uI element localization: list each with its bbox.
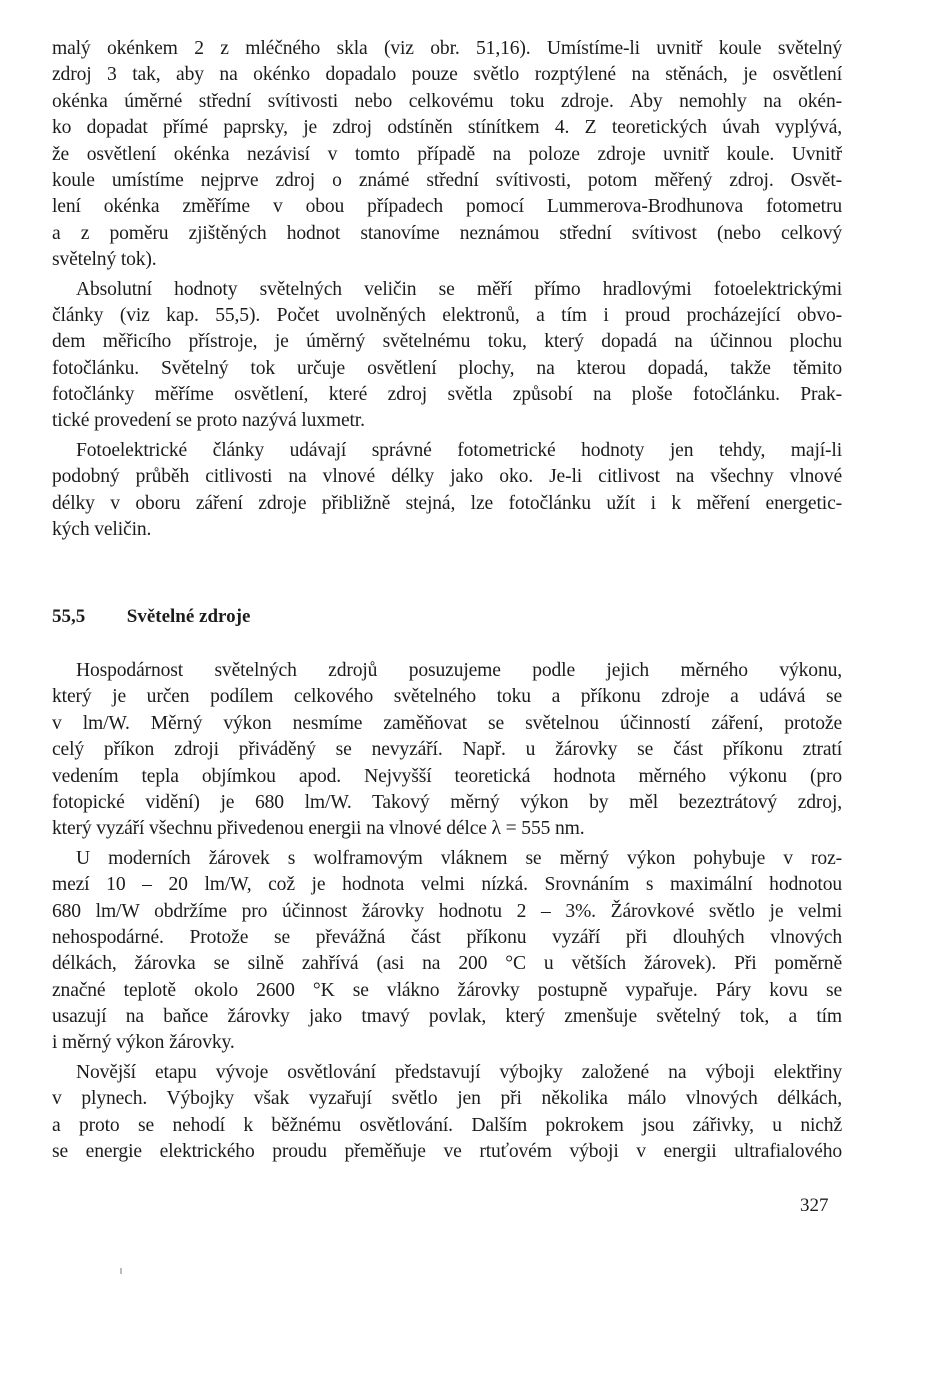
text-line: světelný tok). <box>52 249 157 271</box>
paragraph-tungsten-bulbs <box>52 846 842 1057</box>
text-line: 680 lm/W obdržíme pro účinnost žárovky hodnotu 2 – 3%. Žárovkové světlo je velmi <box>52 900 842 922</box>
text-line: U moderních žárovek s wolframovým vláknem se měrný výkon pohybuje v roz- <box>76 847 842 869</box>
text-line: dem měřicího přístroje, je úměrný světelnému toku, který dopadá na účinnou plochu <box>52 331 842 353</box>
paragraph-discharge-lamps <box>52 1060 842 1166</box>
text-line: v lm/W. Měrný výkon nesmíme zaměňovat se světelnou účinností záření, protože <box>52 712 842 734</box>
text-line: malý okénkem 2 z mléčného skla (viz obr. 51,16). Umístíme-li uvnitř koule světelný <box>52 38 842 59</box>
text-line: okénka úměrné střední svítivosti nebo celkovému toku zdroje. Aby nemohly na okén- <box>52 90 842 112</box>
text-line: kých veličin. <box>52 519 152 541</box>
text-line: nehospodárné. Protože se převážná část příkonu vyzáří při dlouhých vlnových <box>52 926 842 948</box>
text-line: Novější etapu vývoje osvětlování představují výbojky založené na výboji elektřiny <box>76 1061 842 1083</box>
text-line: který vyzáří všechnu přivedenou energii na vlnové délce λ = 555 nm. <box>52 818 585 840</box>
scan-speck <box>120 1268 122 1274</box>
text-line: se energie elektrického proudu přeměňuje ve rtuťovém výboji v energii ultrafialového <box>52 1141 842 1163</box>
text-line: a proto se nehodí k běžnému osvětlování. Dalším pokrokem jsou zářivky, u nichž <box>52 1114 842 1136</box>
text-line: články (viz kap. 55,5). Počet uvolněných elektronů, a tím i proud procházející obvo- <box>52 304 842 326</box>
section-heading <box>52 606 250 628</box>
text-line: zdroj 3 tak, aby na okénko dopadalo pouze světlo rozptýlené na stěnách, je osvětlení <box>52 64 842 86</box>
paragraph-photoelectric-cells <box>52 438 842 544</box>
section-number: 55,5 <box>52 606 86 627</box>
text-line: Fotoelektrické články udávají správné fotometrické hodnoty jen tehdy, mají-li <box>76 439 842 461</box>
text-line: délkách, žárovka se silně zahřívá (asi na 200 °C u větších žárovek). Při poměrně <box>52 953 842 975</box>
text-line: ko dopadat přímé paprsky, je zdroj odstíněn stínítkem 4. Z teoretických úvah vyplývá, <box>52 117 842 139</box>
text-line: Hospodárnost světelných zdrojů posuzujeme podle jejich měrného výkonu, <box>76 660 842 681</box>
paragraph-absolute-values <box>52 277 842 435</box>
text-line: mezí 10 – 20 lm/W, což je hodnota velmi nízká. Srovnáním s maximální hodnotou <box>52 874 842 896</box>
text-line: celý příkon zdroji přiváděný se nevyzáří. Např. u žárovky se část příkonu ztratí <box>52 739 842 761</box>
text-line: koule umístíme nejprve zdroj o známé střední svítivosti, potom měřený zdroj. Osvět- <box>52 169 842 191</box>
text-line: podobný průběh citlivosti na vlnové délky jako oko. Je-li citlivost na všechny vlnové <box>52 466 842 488</box>
text-line: značné teplotě okolo 2600 °K se vlákno žárovky postupně vypařuje. Páry kovu se <box>52 979 842 1001</box>
text-line: vedením tepla objímkou apod. Nejvyšší teoretická hodnota měrného výkonu (pro <box>52 765 842 787</box>
paragraph-sphere-photometer <box>52 36 842 274</box>
text-line: tické provedení se proto nazývá luxmetr. <box>52 410 365 432</box>
page-number: 327 <box>800 1195 829 1216</box>
body-text-top <box>52 36 842 546</box>
text-line: fotočlánky měříme osvětlení, které zdroj světla způsobí na ploše fotočlánku. Prak- <box>52 384 842 406</box>
section-title: Světelné zdroje <box>126 606 251 627</box>
text-line: Absolutní hodnoty světelných veličin se měří přímo hradlovými fotoelektrickými <box>76 278 842 300</box>
text-line: který je určen podílem celkového světelného toku a příkonu zdroje a udává se <box>52 686 842 708</box>
text-line: fotočlánku. Světelný tok určuje osvětlení plochy, na kterou dopadá, takže těmito <box>52 357 842 379</box>
text-line: v plynech. Výbojky však vyzařují světlo jen při několika málo vlnových délkách, <box>52 1088 842 1110</box>
text-line: i měrný výkon žárovky. <box>52 1032 235 1054</box>
text-line: lení okénka změříme v obou případech pomocí Lummerova-Brodhunova fotometru <box>52 196 842 218</box>
paragraph-efficiency <box>52 658 842 843</box>
text-line: fotopické vidění) je 680 lm/W. Takový měrný výkon by měl bezeztrátový zdroj, <box>52 791 842 813</box>
text-line: délky v oboru záření zdroje přibližně stejná, lze fotočlánku užít i k měření energetic- <box>52 492 842 514</box>
body-text-section <box>52 658 842 1168</box>
text-line: a z poměru zjištěných hodnot stanovíme neznámou střední svítivost (nebo celkový <box>52 222 842 244</box>
text-line: usazují na baňce žárovky jako tmavý povlak, který zmenšuje světelný tok, a tím <box>52 1006 842 1028</box>
text-line: že osvětlení okénka nezávisí v tomto případě na poloze zdroje uvnitř koule. Uvnitř <box>52 143 842 165</box>
